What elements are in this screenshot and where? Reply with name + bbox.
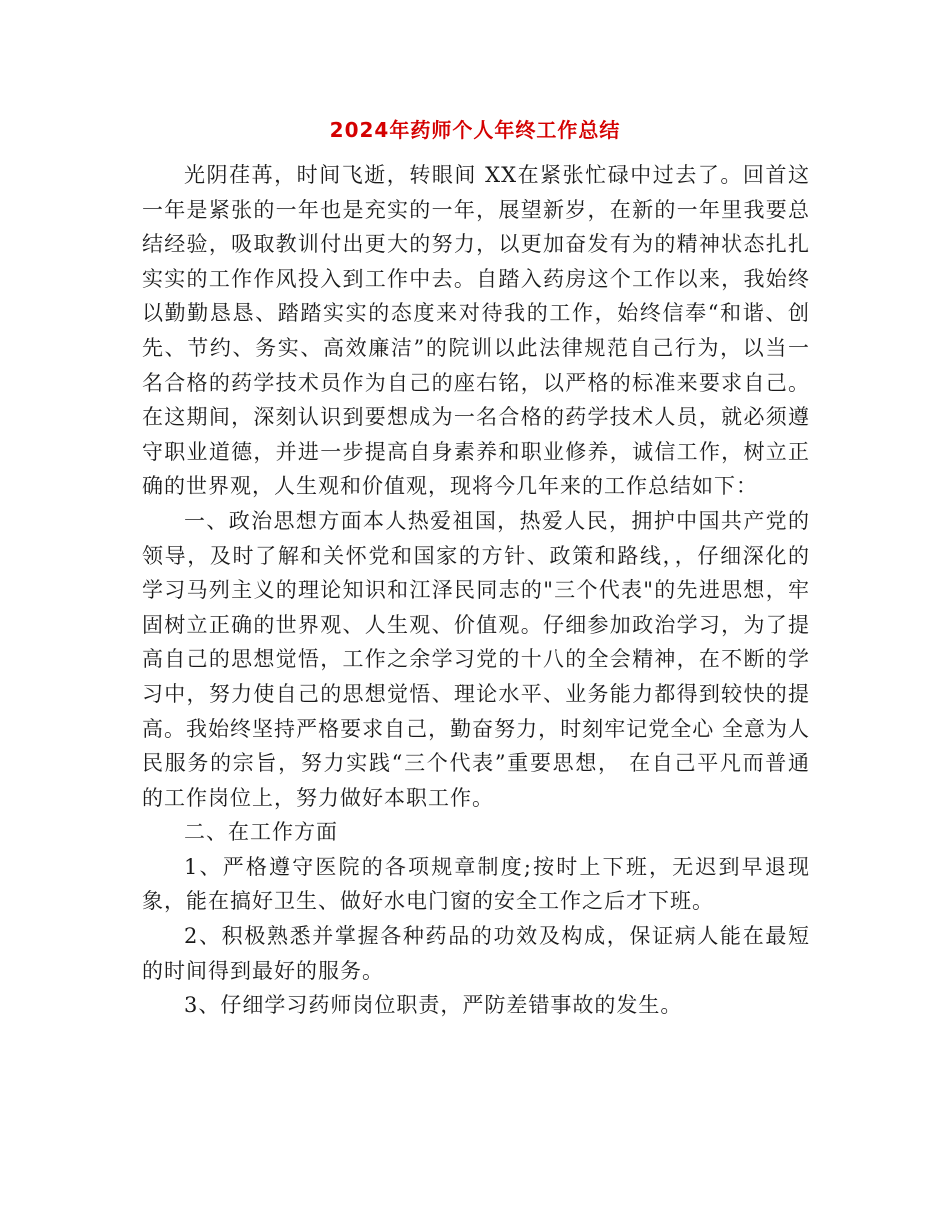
document-body	[142, 158, 810, 1023]
paragraph-item-1: 1、严格遵守医院的各项规章制度;按时上下班，无迟到早退现象，能在搞好卫生、做好水电门窗的安全工作之后才下班。	[142, 854, 810, 914]
paragraph-intro: 光阴荏苒，时间飞逝，转眼间 XX在紧张忙碌中过去了。回首这一年是紧张的一年也是充实的一年，展望新岁，在新的一年里我要总结经验，吸取教训付出更大的努力，以更加奋发有为的精神状态扎扎实实的工作作风投入到工作中去。自踏入药房这个工作以来，我始终以勤勤恳恳、踏踏实实的态度来对待我的工作，始终信奉“和谐、创先、节约、务实、高效廉洁”的院训以此法律规范自己行为，以当一名合格的药学技术员作为自己的座右铭，以严格的标准来要求自己。在这期间，深刻认识到要想成为一名合格的药学技术人员，就必须遵守职业道德，并进一步提高自身素养和职业修养，诚信工作，树立正确的世界观，人生观和价值观，现将今几年来的工作总结如下：	[142, 163, 810, 499]
document-title: 2024年药师个人年终工作总结	[329, 118, 621, 142]
heading-work: 二、在工作方面	[184, 820, 338, 845]
paragraph-item-2: 2、积极熟悉并掌握各种药品的功效及构成，保证病人能在最短的时间得到最好的服务。	[142, 924, 810, 983]
paragraph-political: 一、政治思想方面本人热爱祖国，热爱人民，拥护中国共产党的领导，及时了解和关怀党和国家的方针、政策和路线，，仔细深化的学习马列主义的理论知识和江泽民同志的"三个代表"的先进思想，牢固树立正确的世界观、人生观、价值观。仔细参加政治学习，为了提高自己的思想觉悟，工作之余学习党的十八的全会精神，在不断的学习中，努力使自己的思想觉悟、理论水平、业务能力都得到较快的提高。我始终坚持严格要求自己，勤奋努力，时刻牢记党全心 全意为人民服务的宗旨，努力实践“三个代表”重要思想， 在自己平凡而普通的工作岗位上，努力做好本职工作。	[142, 508, 810, 810]
paragraph-item-3: 3、仔细学习药师岗位职责，严防差错事故的发生。	[184, 993, 683, 1018]
